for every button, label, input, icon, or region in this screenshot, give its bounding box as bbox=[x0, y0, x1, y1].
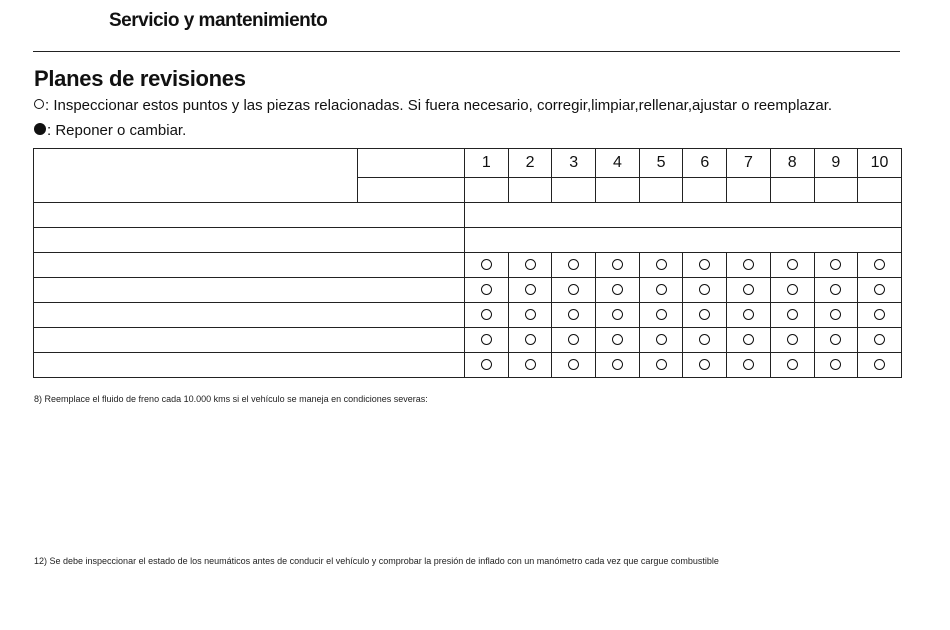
inspect-circle-icon bbox=[656, 334, 667, 345]
interval-cell bbox=[683, 303, 727, 328]
interval-cell bbox=[683, 328, 727, 353]
interval-header-3: 3 bbox=[552, 149, 596, 178]
interval-cell bbox=[639, 253, 683, 278]
merged-interval-cell bbox=[465, 203, 902, 228]
inspect-circle-icon bbox=[743, 284, 754, 295]
interval-cell bbox=[770, 253, 814, 278]
inspect-circle-icon bbox=[612, 334, 623, 345]
interval-cell bbox=[596, 328, 640, 353]
unit-cell bbox=[770, 178, 814, 203]
interval-cell bbox=[727, 303, 771, 328]
item-cell bbox=[34, 303, 465, 328]
unit-cell bbox=[465, 178, 509, 203]
interval-header-6: 6 bbox=[683, 149, 727, 178]
item-cell bbox=[34, 228, 465, 253]
unit-cell bbox=[508, 178, 552, 203]
page-title: Planes de revisiones bbox=[34, 66, 246, 91]
interval-cell bbox=[639, 328, 683, 353]
header-row-intervals bbox=[34, 149, 902, 178]
interval-cell bbox=[858, 253, 902, 278]
inspect-circle-icon bbox=[743, 259, 754, 270]
interval-cell bbox=[814, 353, 858, 378]
legend-inspect-text: : Inspeccionar estos puntos y las piezas relacionadas. Si fuera necesario, corregir,limpiar,rellenar,ajustar o reemplazar. bbox=[45, 97, 833, 114]
interval-cell bbox=[683, 253, 727, 278]
inspect-circle-icon bbox=[656, 359, 667, 370]
table-row bbox=[34, 278, 902, 303]
table-row bbox=[34, 253, 902, 278]
interval-cell bbox=[770, 353, 814, 378]
inspect-circle-icon bbox=[525, 284, 536, 295]
interval-cell bbox=[770, 303, 814, 328]
legend-replace-text: : Reponer o cambiar. bbox=[47, 122, 187, 139]
inspect-circle-icon bbox=[874, 359, 885, 370]
unit-cell bbox=[596, 178, 640, 203]
table-row bbox=[34, 228, 902, 253]
interval-cell bbox=[465, 253, 509, 278]
interval-cell bbox=[596, 303, 640, 328]
inspect-circle-icon bbox=[743, 359, 754, 370]
interval-cell bbox=[465, 303, 509, 328]
footnote-8: 8) Reemplace el fluido de freno cada 10.000 kms si el vehículo se maneja en condiciones severas: bbox=[34, 394, 428, 404]
legend-inspect bbox=[34, 97, 832, 114]
inspect-circle-icon bbox=[525, 259, 536, 270]
unit-cell bbox=[552, 178, 596, 203]
inspect-circle-icon bbox=[612, 359, 623, 370]
interval-cell bbox=[814, 303, 858, 328]
legend-replace bbox=[34, 122, 186, 139]
inspect-circle-icon bbox=[568, 309, 579, 320]
inspect-circle-icon bbox=[656, 259, 667, 270]
inspect-circle-icon bbox=[481, 259, 492, 270]
inspect-circle-icon bbox=[787, 359, 798, 370]
interval-header-10: 10 bbox=[858, 149, 902, 178]
inspect-circle-icon bbox=[874, 334, 885, 345]
interval-cell bbox=[465, 278, 509, 303]
interval-header-1: 1 bbox=[465, 149, 509, 178]
item-cell bbox=[34, 353, 465, 378]
inspect-circle-icon bbox=[612, 309, 623, 320]
inspect-circle-icon bbox=[568, 359, 579, 370]
interval-cell bbox=[552, 353, 596, 378]
maintenance-schedule-table bbox=[33, 148, 902, 378]
interval-header-4: 4 bbox=[596, 149, 640, 178]
interval-cell bbox=[727, 328, 771, 353]
interval-cell bbox=[770, 278, 814, 303]
interval-cell bbox=[727, 253, 771, 278]
unit-cell bbox=[639, 178, 683, 203]
inspect-circle-icon bbox=[787, 284, 798, 295]
interval-cell bbox=[508, 328, 552, 353]
item-cell bbox=[34, 278, 465, 303]
table-row bbox=[34, 303, 902, 328]
interval-cell bbox=[639, 303, 683, 328]
interval-cell bbox=[814, 328, 858, 353]
inspect-circle-icon bbox=[787, 334, 798, 345]
header-divider bbox=[33, 51, 900, 52]
interval-cell bbox=[552, 253, 596, 278]
unit-cell bbox=[814, 178, 858, 203]
inspect-circle-icon bbox=[525, 359, 536, 370]
inspect-circle-icon bbox=[874, 259, 885, 270]
interval-cell bbox=[465, 353, 509, 378]
interval-cell bbox=[639, 278, 683, 303]
interval-cell bbox=[596, 253, 640, 278]
inspect-circle-icon bbox=[743, 309, 754, 320]
interval-cell bbox=[858, 353, 902, 378]
inspect-circle-icon bbox=[699, 259, 710, 270]
inspect-circle-icon bbox=[787, 259, 798, 270]
filled-circle-icon bbox=[34, 123, 46, 135]
table-row bbox=[34, 203, 902, 228]
inspect-circle-icon bbox=[830, 309, 841, 320]
inspect-circle-icon bbox=[874, 309, 885, 320]
interval-cell bbox=[858, 303, 902, 328]
interval-header-8: 8 bbox=[770, 149, 814, 178]
inspect-circle-icon bbox=[568, 334, 579, 345]
item-header-cell bbox=[34, 149, 358, 203]
item-cell bbox=[34, 203, 465, 228]
inspect-circle-icon bbox=[656, 284, 667, 295]
interval-cell bbox=[465, 328, 509, 353]
inspect-circle-icon bbox=[830, 359, 841, 370]
interval-cell bbox=[596, 278, 640, 303]
sub-header-cell bbox=[358, 149, 465, 178]
inspect-circle-icon bbox=[874, 284, 885, 295]
inspect-circle-icon bbox=[699, 359, 710, 370]
table-row bbox=[34, 353, 902, 378]
interval-cell bbox=[508, 278, 552, 303]
inspect-circle-icon bbox=[568, 259, 579, 270]
inspect-circle-icon bbox=[568, 284, 579, 295]
interval-cell bbox=[596, 353, 640, 378]
inspect-circle-icon bbox=[787, 309, 798, 320]
sub-header-cell bbox=[358, 178, 465, 203]
interval-cell bbox=[552, 303, 596, 328]
inspect-circle-icon bbox=[481, 334, 492, 345]
inspect-circle-icon bbox=[481, 359, 492, 370]
interval-cell bbox=[727, 278, 771, 303]
interval-header-7: 7 bbox=[727, 149, 771, 178]
interval-cell bbox=[639, 353, 683, 378]
interval-header-9: 9 bbox=[814, 149, 858, 178]
inspect-circle-icon bbox=[743, 334, 754, 345]
interval-cell bbox=[683, 353, 727, 378]
inspect-circle-icon bbox=[699, 309, 710, 320]
inspect-circle-icon bbox=[699, 334, 710, 345]
section-header-title: Servicio y mantenimiento bbox=[109, 10, 328, 31]
interval-cell bbox=[858, 278, 902, 303]
inspect-circle-icon bbox=[830, 334, 841, 345]
interval-header-2: 2 bbox=[508, 149, 552, 178]
inspect-circle-icon bbox=[612, 284, 623, 295]
inspect-circle-icon bbox=[830, 284, 841, 295]
interval-cell bbox=[552, 278, 596, 303]
interval-cell bbox=[814, 253, 858, 278]
footnote-12: 12) Se debe inspeccionar el estado de los neumáticos antes de conducir el vehículo y comprobar la presión de inflado con un manómetro cada vez que cargue combustible bbox=[34, 556, 719, 566]
interval-cell bbox=[508, 253, 552, 278]
interval-cell bbox=[727, 353, 771, 378]
inspect-circle-icon bbox=[525, 309, 536, 320]
interval-cell bbox=[508, 303, 552, 328]
interval-cell bbox=[683, 278, 727, 303]
open-circle-icon bbox=[34, 99, 44, 109]
interval-cell bbox=[508, 353, 552, 378]
interval-cell bbox=[858, 328, 902, 353]
inspect-circle-icon bbox=[481, 309, 492, 320]
interval-cell bbox=[770, 328, 814, 353]
interval-header-5: 5 bbox=[639, 149, 683, 178]
inspect-circle-icon bbox=[481, 284, 492, 295]
unit-cell bbox=[727, 178, 771, 203]
inspect-circle-icon bbox=[830, 259, 841, 270]
inspect-circle-icon bbox=[699, 284, 710, 295]
interval-cell bbox=[552, 328, 596, 353]
unit-cell bbox=[683, 178, 727, 203]
item-cell bbox=[34, 328, 465, 353]
interval-cell bbox=[814, 278, 858, 303]
unit-cell bbox=[858, 178, 902, 203]
merged-interval-cell bbox=[465, 228, 902, 253]
item-cell bbox=[34, 253, 465, 278]
inspect-circle-icon bbox=[612, 259, 623, 270]
inspect-circle-icon bbox=[656, 309, 667, 320]
inspect-circle-icon bbox=[525, 334, 536, 345]
table-row bbox=[34, 328, 902, 353]
